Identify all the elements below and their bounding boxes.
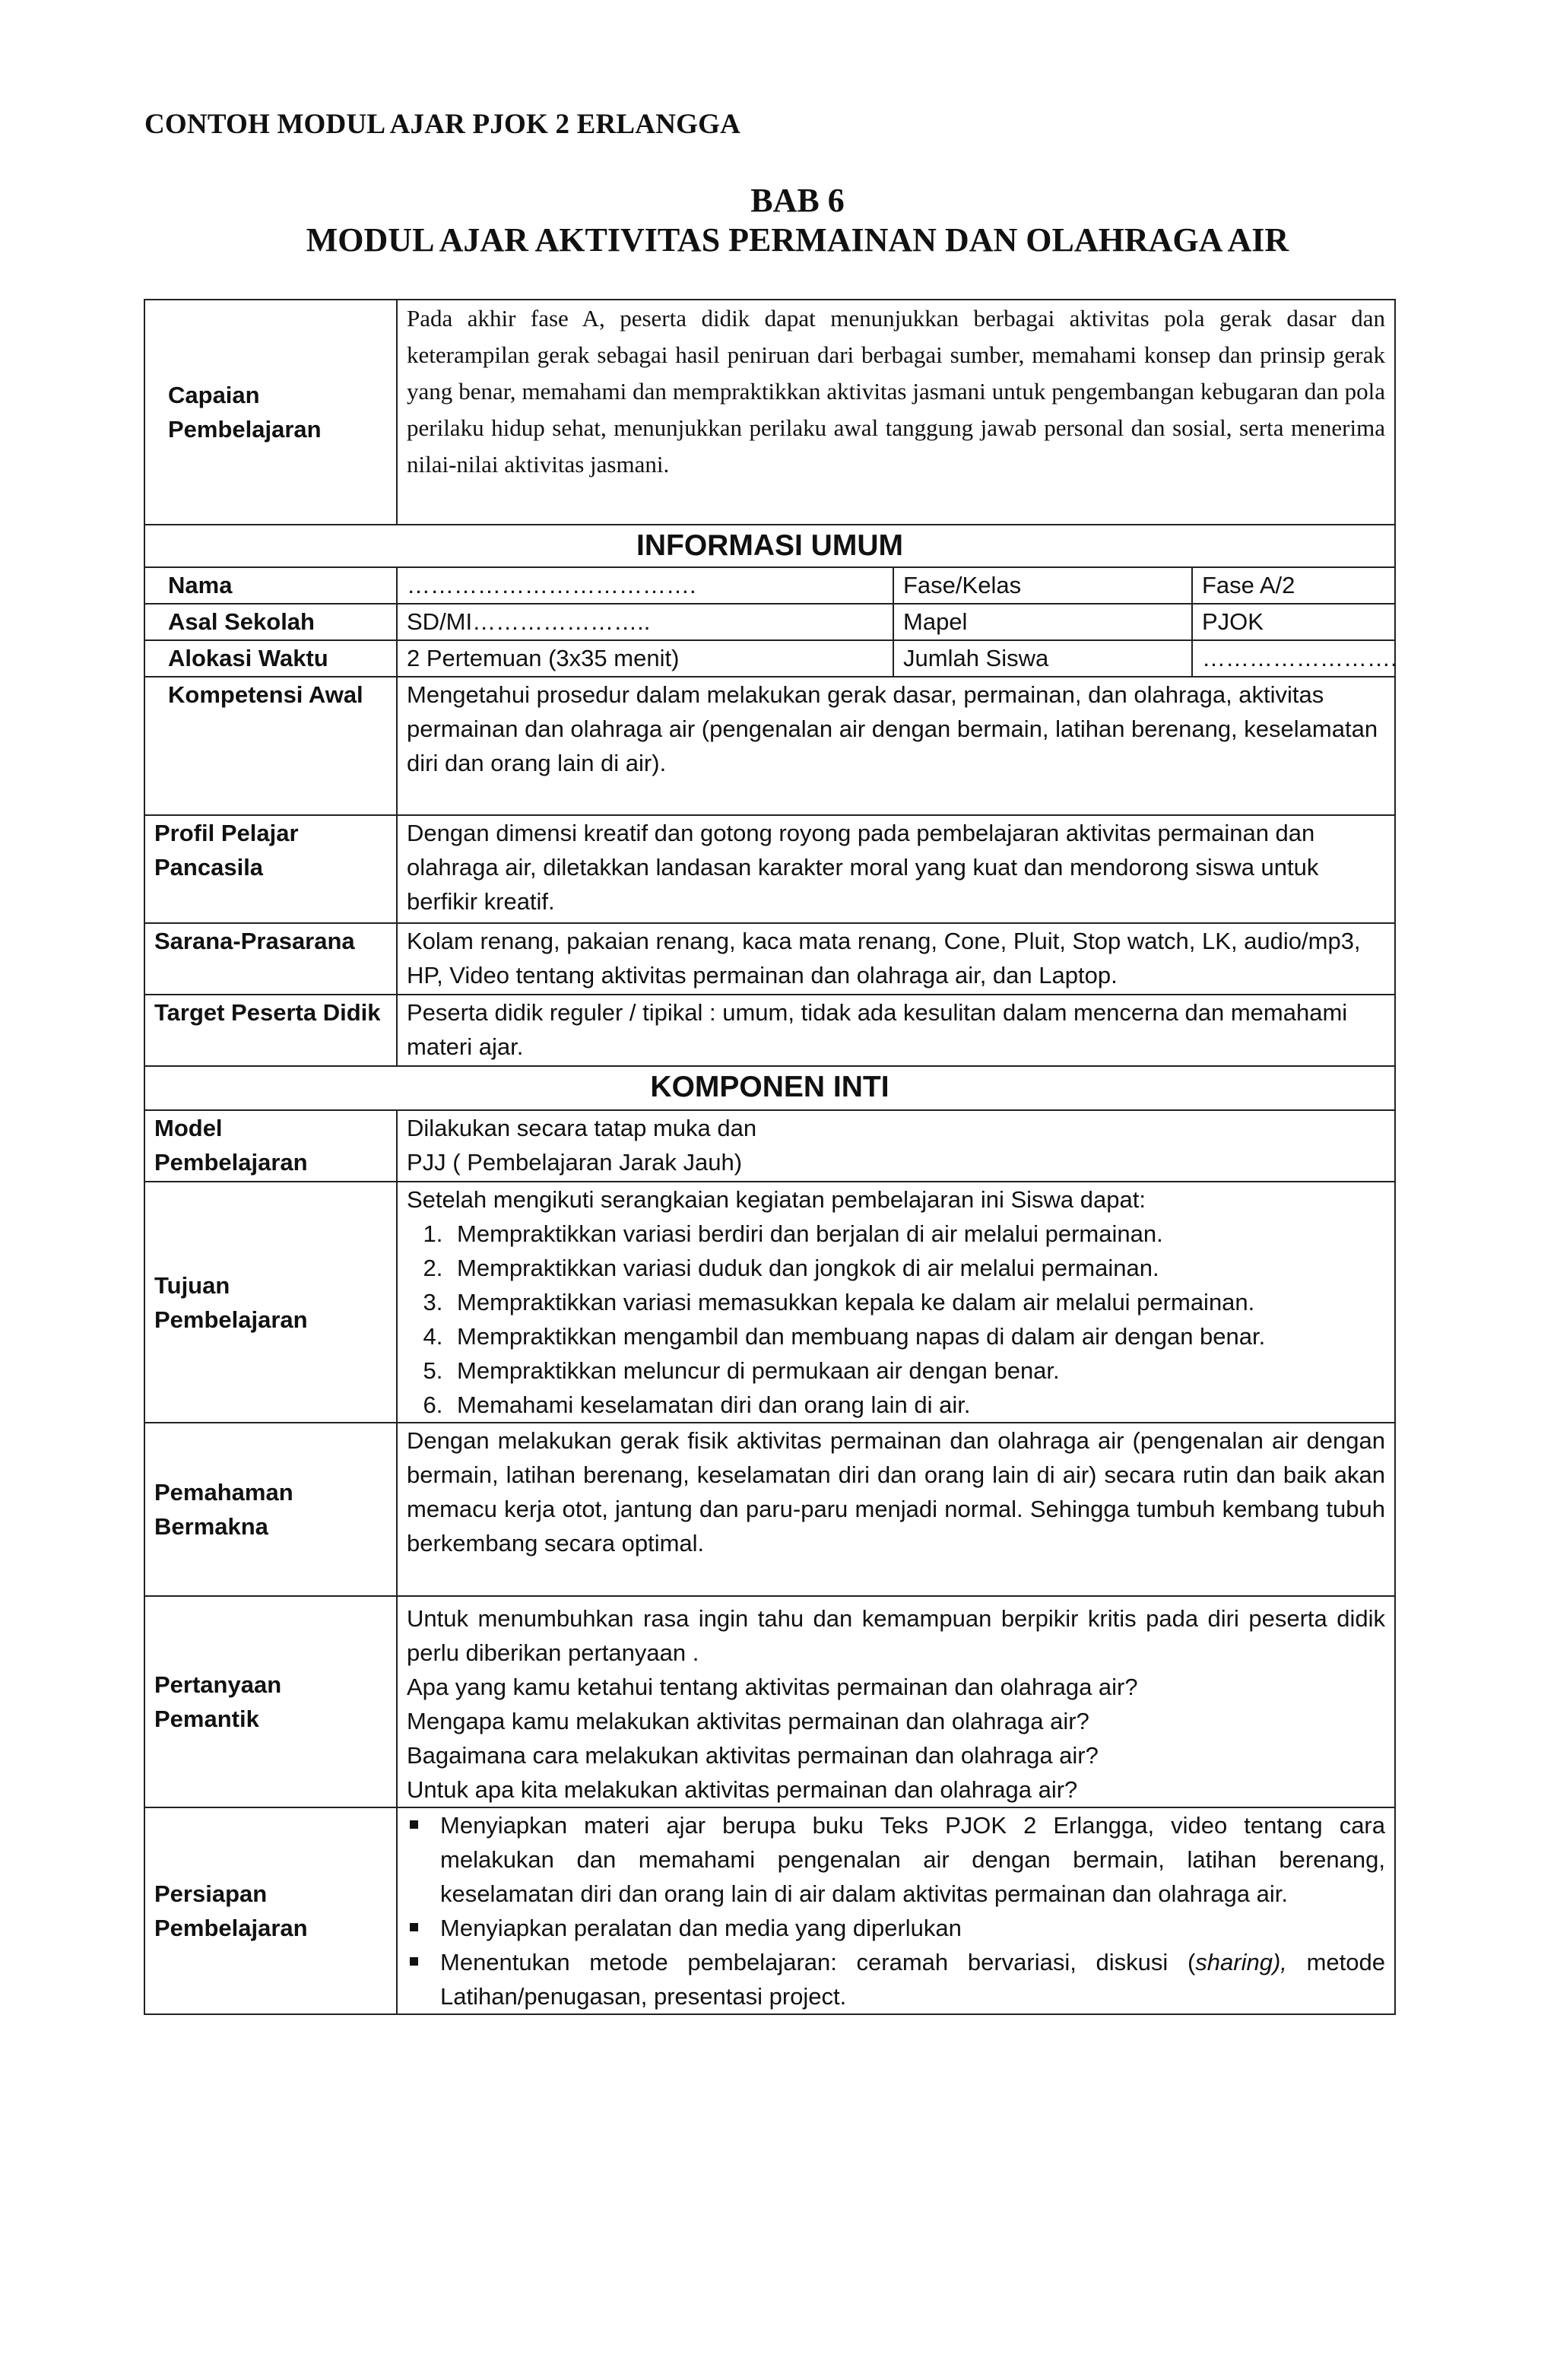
row-sekolah [144, 604, 1395, 640]
bullet-icon [410, 1957, 418, 1966]
profil-text: Dengan dimensi kreatif dan gotong royong pada pembelajaran aktivitas permainan dan olahraga air, diletakkan landasan karakter moral yang kuat dan mendorong siswa untuk berfikir kreatif. [397, 815, 1395, 923]
pemahaman-text: Dengan melakukan gerak fisik aktivitas permainan dan olahraga air (pengenalan air dengan bermain, latihan berenang, keselamatan diri dan orang lain di air) secara rutin dan baik akan memacu kerja otot, jantung dan paru-paru menjadi normal. Sehingga tumbuh kembang tubuh berkembang secara optimal. [397, 1423, 1395, 1596]
tujuan-content [397, 1182, 1395, 1423]
bullet-icon [410, 1923, 418, 1931]
list-item: 1. Mempraktikkan variasi berdiri dan berjalan di air melalui permainan. [449, 1217, 1385, 1251]
document-label: CONTOH MODUL AJAR PJOK 2 ERLANGGA [144, 109, 740, 140]
row-sarana [144, 923, 1395, 995]
list-item: 6. Memahami keselamatan diri dan orang lain di air. [449, 1388, 1385, 1422]
list-item: Untuk apa kita melakukan aktivitas permainan dan olahraga air? [407, 1776, 1078, 1803]
label-kompetensi-awal: Kompetensi Awal [144, 677, 397, 815]
row-pertanyaan [144, 1596, 1395, 1807]
list-item: Menyiapkan materi ajar berupa buku Teks PJOK 2 Erlangga, video tentang cara melakukan dan memahami pengenalan air dengan bermain, latihan berenang, keselamatan diri dan orang lain di air dalam aktivitas permainan dan olahraga air. [440, 1808, 1385, 1911]
value-jumlah-siswa: ……………………. [1192, 640, 1395, 677]
target-text: Peserta didik reguler / tipikal : umum, tidak ada kesulitan dalam mencerna dan memahami materi ajar. [397, 995, 1395, 1066]
module-table [144, 299, 1396, 2015]
row-komponen-heading [144, 1066, 1395, 1110]
label-jumlah-siswa: Jumlah Siswa [893, 640, 1192, 677]
list-item: 5. Mempraktikkan meluncur di permukaan air dengan benar. [449, 1353, 1385, 1388]
value-nama: ………………………………. [397, 567, 893, 604]
bullet-icon [410, 1820, 418, 1829]
list-item: Apa yang kamu ketahui tentang aktivitas permainan dan olahraga air? [407, 1674, 1138, 1700]
row-alokasi [144, 640, 1395, 677]
label-sarana-prasarana: Sarana-Prasarana [144, 923, 397, 995]
list-item: Menyiapkan peralatan dan media yang diperlukan [440, 1911, 1385, 1945]
label-model-pembelajaran: Model Pembelajaran [144, 1110, 397, 1182]
label-mapel: Mapel [893, 604, 1192, 640]
persiapan-content [397, 1807, 1395, 2014]
chapter-title: MODUL AJAR AKTIVITAS PERMAINAN DAN OLAHRAGA AIR [306, 221, 1289, 259]
model-text: Dilakukan secara tatap muka dan PJJ ( Pembelajaran Jarak Jauh) [397, 1110, 1395, 1182]
section-informasi-umum: INFORMASI UMUM [144, 525, 1395, 567]
list-item: 4. Mempraktikkan mengambil dan membuang napas di dalam air dengan benar. [449, 1319, 1385, 1353]
label-tujuan-pembelajaran: Tujuan Pembelajaran [144, 1182, 397, 1423]
tujuan-intro: Setelah mengikuti serangkaian kegiatan pembelajaran ini Siswa dapat: [407, 1186, 1146, 1213]
label-fase: Fase/Kelas [893, 567, 1192, 604]
row-nama [144, 567, 1395, 604]
row-target [144, 995, 1395, 1066]
list-item: Bagaimana cara melakukan aktivitas permainan dan olahraga air? [407, 1742, 1099, 1769]
row-kompetensi [144, 677, 1395, 815]
row-model [144, 1110, 1395, 1182]
row-tujuan [144, 1182, 1395, 1423]
label-asal-sekolah: Asal Sekolah [144, 604, 397, 640]
pertanyaan-content [397, 1596, 1395, 1807]
pertanyaan-intro: Untuk menumbuhkan rasa ingin tahu dan kemampuan berpikir kritis pada diri peserta didik perlu diberikan pertanyaan . [407, 1605, 1385, 1666]
label-nama: Nama [144, 567, 397, 604]
kompetensi-text: Mengetahui prosedur dalam melakukan gerak dasar, permainan, dan olahraga, aktivitas permainan dan olahraga air (pengenalan air dengan bermain, latihan berenang, keselamatan diri dan orang lain di air). [397, 677, 1395, 815]
tujuan-list [407, 1217, 1385, 1422]
row-profil [144, 815, 1395, 923]
capaian-text: Pada akhir fase A, peserta didik dapat menunjukkan berbagai aktivitas pola gerak dasar dan keterampilan gerak sebagai hasil peniruan dari berbagai sumber, memahami konsep dan prinsip gerak yang benar, memahami dan mempraktikkan aktivitas jasmani untuk pengembangan kebugaran dan pola perilaku hidup sehat, menunjukkan perilaku awal tanggung jawab personal dan sosial, serta menerima nilai-nilai aktivitas jasmani. [397, 300, 1395, 525]
sarana-text: Kolam renang, pakaian renang, kaca mata renang, Cone, Pluit, Stop watch, LK, audio/mp3, HP, Video tentang aktivitas permainan dan olahraga air, dan Laptop. [397, 923, 1395, 995]
row-informasi-heading [144, 525, 1395, 567]
label-capaian: Capaian Pembelajaran [144, 300, 397, 525]
persiapan-list [407, 1808, 1385, 2013]
row-persiapan [144, 1807, 1395, 2014]
list-item: 3. Mempraktikkan variasi memasukkan kepala ke dalam air melalui permainan. [449, 1285, 1385, 1319]
list-item: Mengapa kamu melakukan aktivitas permainan dan olahraga air? [407, 1708, 1089, 1734]
value-asal-sekolah: SD/MI………………….. [397, 604, 893, 640]
label-target-peserta: Target Peserta Didik [144, 995, 397, 1066]
section-komponen-inti: KOMPONEN INTI [144, 1066, 1395, 1110]
value-alokasi-waktu: 2 Pertemuan (3x35 menit) [397, 640, 893, 677]
value-fase: Fase A/2 [1192, 567, 1395, 604]
label-pertanyaan-pemantik: Pertanyaan Pemantik [144, 1596, 397, 1807]
value-mapel: PJOK [1192, 604, 1395, 640]
label-pemahaman-bermakna: Pemahaman Bermakna [144, 1423, 397, 1596]
list-item: Menentukan metode pembelajaran: ceramah bervariasi, diskusi (sharing), metode Latihan/penugasan, presentasi project. [440, 1945, 1385, 2013]
row-capaian [144, 300, 1395, 525]
label-profil-pelajar: Profil Pelajar Pancasila [144, 815, 397, 923]
list-item: 2. Mempraktikkan variasi duduk dan jongkok di air melalui permainan. [449, 1251, 1385, 1285]
chapter-number: BAB 6 [750, 182, 845, 219]
label-persiapan-pembelajaran: Persiapan Pembelajaran [144, 1807, 397, 2014]
row-pemahaman [144, 1423, 1395, 1596]
label-alokasi-waktu: Alokasi Waktu [144, 640, 397, 677]
